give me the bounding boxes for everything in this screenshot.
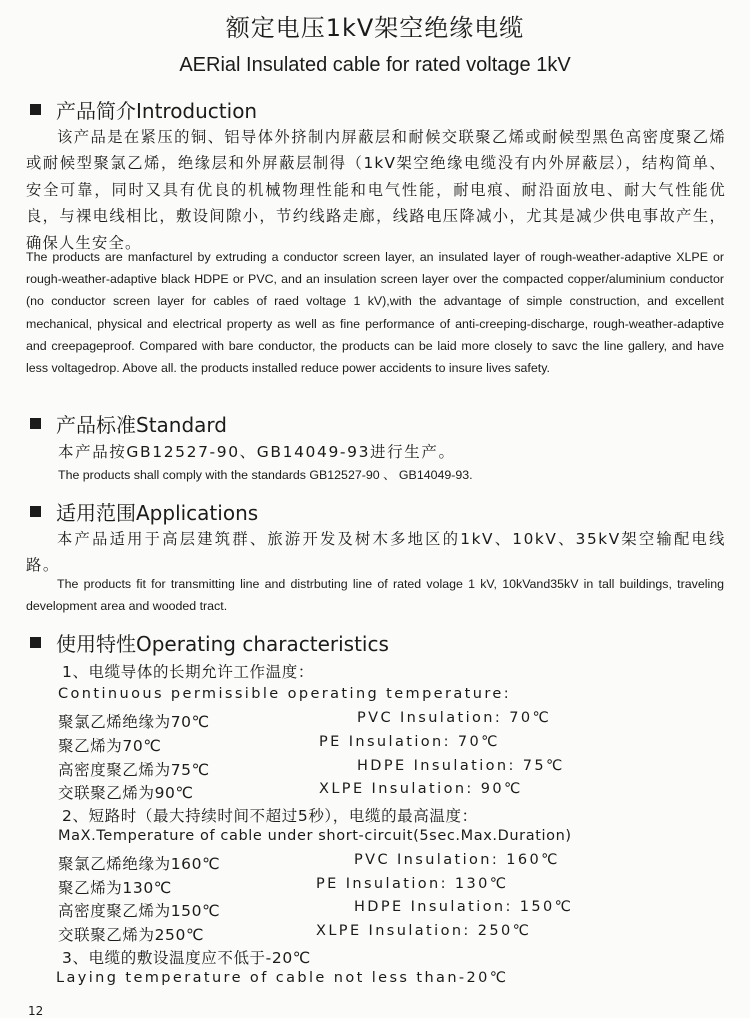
heading-text: 产品简介Introduction: [56, 99, 258, 123]
applications-en-paragraph: The products fit for transmitting line and distrbuting line of rated volage 1 kV, 10kVand35kV in tall buildings, traveling development area and wooded tract.: [26, 577, 724, 614]
standard-zh-text: 本产品按GB12527-90、GB14049-93进行生产。: [58, 443, 456, 461]
heading-text: 适用范围Applications: [56, 501, 259, 525]
temp2-zh-xlpe: 交联聚乙烯为250℃: [58, 926, 204, 944]
temp2-en-xlpe: XLPE Insulation: 250℃: [316, 923, 532, 939]
temp1-en-pe: PE Insulation: 70℃: [319, 734, 500, 750]
temp2-en-pvc: PVC Insulation: 160℃: [354, 852, 560, 868]
temp1-zh-hdpe: 高密度聚乙烯为75℃: [58, 761, 210, 779]
bullet-square-icon: [30, 418, 41, 429]
temp1-zh-pvc: 聚氯乙烯绝缘为70℃: [58, 713, 210, 731]
operating-item2-zh: 2、短路时（最大持续时间不超过5秒），电缆的最高温度：: [62, 807, 478, 825]
bullet-square-icon: [30, 506, 41, 517]
temp1-zh-xlpe: 交联聚乙烯为90℃: [58, 784, 194, 802]
bullet-square-icon: [30, 637, 41, 648]
page-title-zh: 额定电压1kV架空绝缘电缆: [225, 14, 525, 42]
bullet-square-icon: [30, 104, 41, 115]
operating-item3-zh: 3、电缆的敷设温度应不低于-20℃: [62, 949, 311, 967]
operating-item1-en: Continuous permissible operating temperature:: [58, 686, 511, 702]
heading-text: 使用特性Operating characteristics: [56, 632, 389, 656]
section-heading-applications: [30, 497, 258, 526]
temp2-zh-pvc: 聚氯乙烯绝缘为160℃: [58, 855, 221, 873]
operating-item3-en: Laying temperature of cable not less than-20℃: [56, 970, 509, 986]
heading-text: 产品标准Standard: [56, 413, 227, 437]
introduction-zh-paragraph: 该产品是在紧压的铜、铝导体外挤制内屏蔽层和耐候交联聚乙烯或耐候型黑色高密度聚乙烯或耐候型聚氯乙烯，绝缘层和外屏蔽层制得（1kV架空绝缘电缆没有内外屏蔽层），结构简单、安全可靠，同时又具有优良的机械物理性能和电气性能，耐电痕、耐沿面放电、耐大气性能优良，与裸电线相比，敷设间隙小，节约线路走廊，线路电压降减小，尤其是减少供电事故产生，确保人生安全。: [26, 128, 726, 252]
applications-zh-paragraph: 本产品适用于高层建筑群、旅游开发及树木多地区的1kV、10kV、35kV架空输配电线路。: [26, 530, 726, 575]
temp2-zh-hdpe: 高密度聚乙烯为150℃: [58, 902, 221, 920]
introduction-en-paragraph: The products are manfacturel by extruding a conductor screen layer, an insulated layer of rough-weather-adaptive XLPE or rough-weather-adaptive black HDPE or PVC, and an insulation screen layer over the compacted copper/aluminium conductor (no conductor screen layer for cables of raed voltage 1 kV),with the advantage of simple construction, and excellent mechanical, physical and electrical property as well as fine performance of anti-creeping-discharge, rough-weather-adaptive and creepageproof. Compared with bare conductor, the products can be laid more closely to savc the line gallery, and have less voltagedrop. Above all. the products installed reduce power accidents to insure lives safety.: [26, 250, 724, 376]
temp1-en-xlpe: XLPE Insulation: 90℃: [319, 781, 523, 797]
operating-item1-zh: 1、电缆导体的长期允许工作温度：: [62, 663, 314, 681]
section-heading-operating: [30, 628, 389, 657]
standard-en-text: The products shall comply with the standards GB12527-90 、 GB14049-93.: [58, 468, 473, 482]
page-number: 12: [28, 1004, 44, 1018]
temp1-en-pvc: PVC Insulation: 70℃: [357, 710, 552, 726]
section-heading-introduction: [30, 95, 257, 124]
operating-item2-en: MaX.Temperature of cable under short-circuit(5sec.Max.Duration): [58, 828, 572, 844]
temp1-en-hdpe: HDPE Insulation: 75℃: [357, 758, 565, 774]
temp2-en-hdpe: HDPE Insulation: 150℃: [354, 899, 574, 915]
temp2-zh-pe: 聚乙烯为130℃: [58, 879, 172, 897]
section-heading-standard: [30, 409, 227, 438]
temp2-en-pe: PE Insulation: 130℃: [316, 876, 509, 892]
page-title-en: AERial Insulated cable for rated voltage 1kV: [179, 54, 571, 76]
temp1-zh-pe: 聚乙烯为70℃: [58, 737, 162, 755]
